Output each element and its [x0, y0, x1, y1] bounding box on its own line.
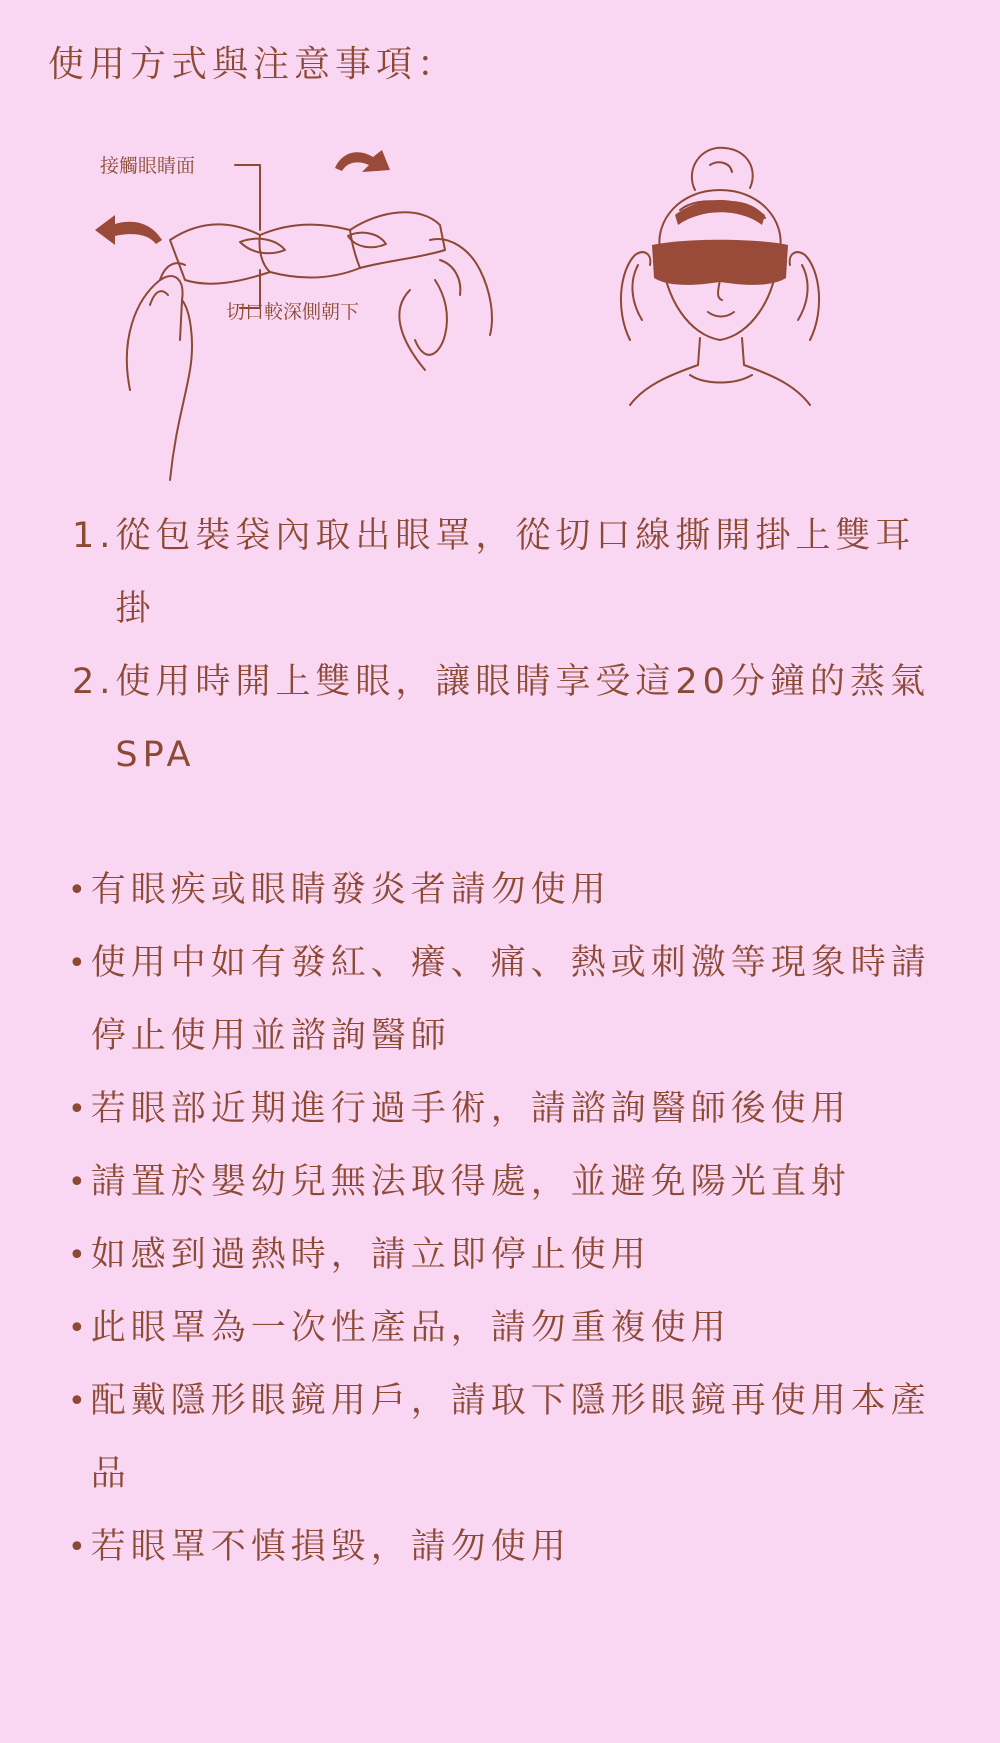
precaution-item	[68, 1365, 948, 1511]
usage-step	[72, 646, 952, 792]
precaution-item	[68, 854, 948, 927]
precaution-item	[68, 1511, 948, 1584]
mask-opening-illustration	[90, 140, 510, 500]
hands-holding-mask-drawing	[90, 140, 510, 500]
usage-steps	[72, 500, 952, 792]
precaution-item	[68, 1146, 948, 1219]
precaution-item	[68, 927, 948, 1073]
bullet: •	[68, 946, 91, 981]
precaution-text: 使用中如有發紅、癢、痛、熱或刺激等現象時請停止使用並諮詢醫師	[90, 943, 931, 1056]
step-text: 使用時開上雙眼，讓眼睛享受這20分鐘的蒸氣SPA	[115, 662, 930, 775]
cut-side-label: 切口較深側朝下	[226, 301, 360, 323]
step-text: 從包裝袋內取出眼罩，從切口線撕開掛上雙耳掛	[115, 516, 916, 629]
precaution-text: 配戴隱形眼鏡用戶，請取下隱形眼鏡再使用本產品	[90, 1381, 931, 1494]
wearing-mask-illustration	[590, 140, 850, 410]
bullet: •	[68, 1165, 91, 1200]
precaution-text: 有眼疾或眼睛發炎者請勿使用	[90, 870, 611, 910]
precautions-list	[68, 854, 948, 1584]
bullet: •	[68, 1384, 91, 1419]
step-number: 2.	[72, 662, 116, 702]
precaution-text: 若眼部近期進行過手術，請諮詢醫師後使用	[90, 1089, 851, 1129]
bullet: •	[68, 1530, 91, 1565]
bullet: •	[68, 1238, 91, 1273]
precaution-text: 若眼罩不慎損毀，請勿使用	[90, 1527, 571, 1567]
precaution-text: 請置於嬰幼兒無法取得處，並避免陽光直射	[90, 1162, 851, 1202]
usage-step	[72, 500, 952, 646]
bullet: •	[68, 873, 91, 908]
page-title: 使用方式與注意事項：	[48, 44, 459, 85]
contact-surface-label: 接觸眼睛面	[100, 155, 196, 177]
precaution-item	[68, 1292, 948, 1365]
bullet: •	[68, 1311, 91, 1346]
bullet: •	[68, 1092, 91, 1127]
precaution-item	[68, 1073, 948, 1146]
step-number: 1.	[72, 516, 116, 556]
precaution-text: 此眼罩為一次性產品，請勿重複使用	[90, 1308, 731, 1348]
precaution-item	[68, 1219, 948, 1292]
precaution-text: 如感到過熱時，請立即停止使用	[90, 1235, 651, 1275]
woman-wearing-mask-drawing	[590, 140, 850, 410]
